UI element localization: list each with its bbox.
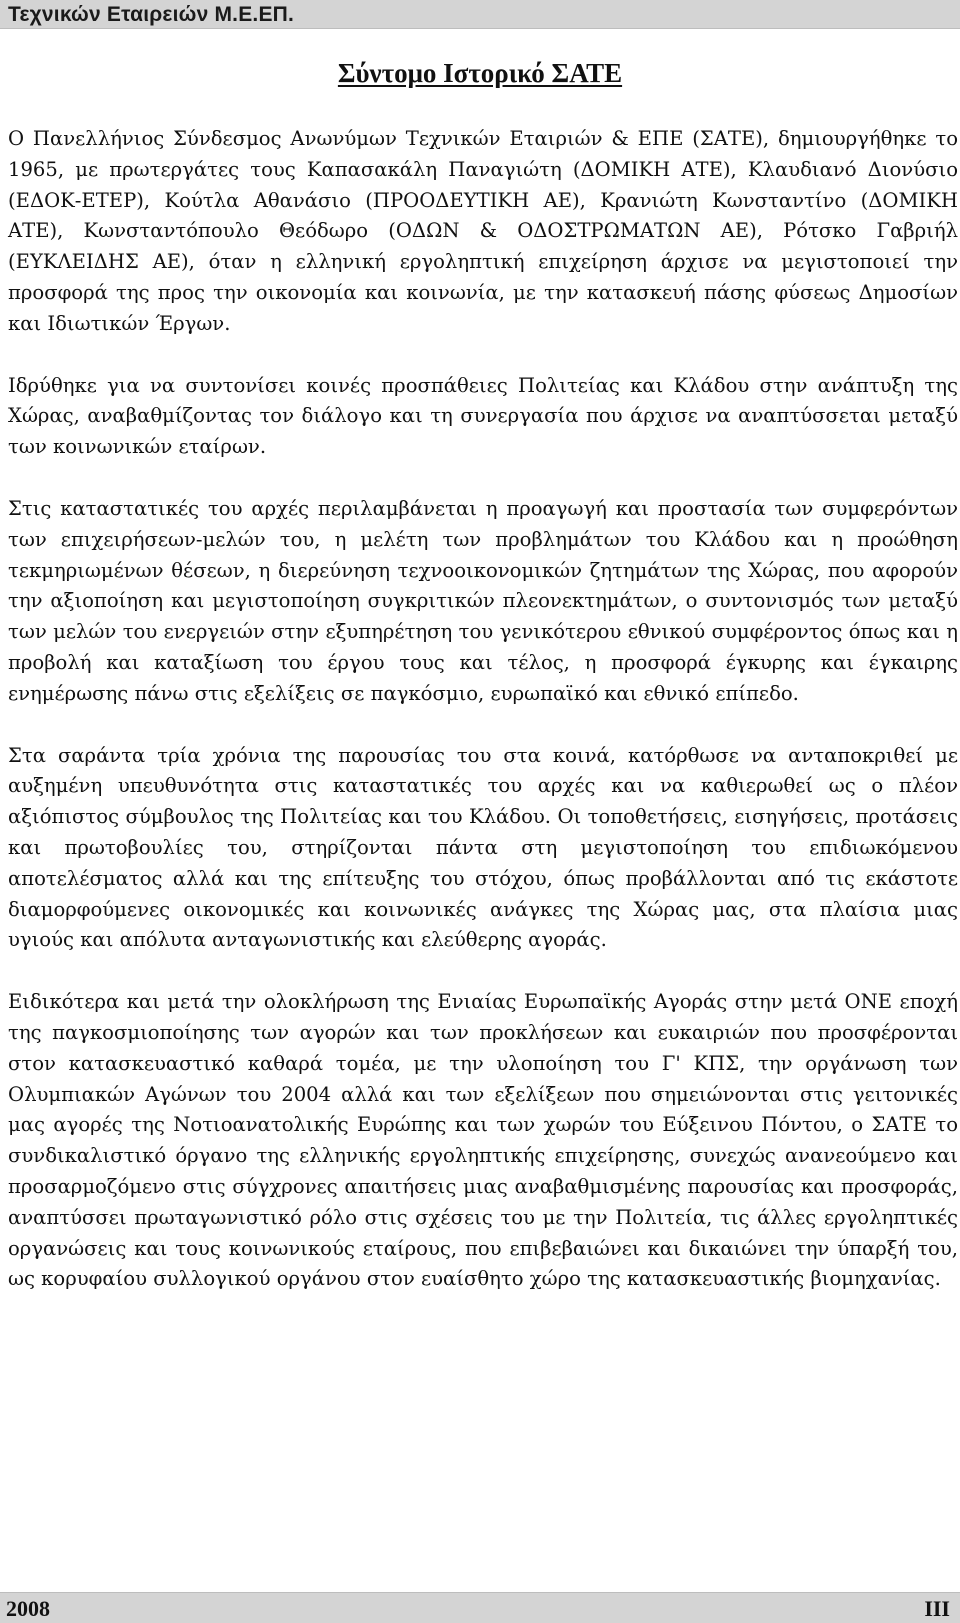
document-body	[8, 124, 958, 1326]
paragraph-4: Στα σαράντα τρία χρόνια της παρουσίας του στα κοινά, κατόρθωσε να ανταποκριθεί με αυξημένη υπευθυνότητα στις καταστατικές του αρχές και να καθιερωθεί ως ο πλέον αξιόπιστος σύμβουλος της Πολιτείας και του Κλάδου. Οι τοποθετήσεις, εισηγήσεις, προτάσεις και πρωτοβουλίες του, στηρίζονται πάντα στη μεγιστοποίηση του επιδιωκόμενου αποτελέσματος αλλά και της επίτευξης του στόχου, όπως προβάλλονται από τις εκάστοτε διαμορφούμενες οικονομικές και κοινωνικές ανάγκες της Χώρας μας, στα πλαίσια μιας υγιούς και απόλυτα ανταγωνιστικής και ελεύθερης αγοράς.	[8, 743, 958, 952]
header-title: Τεχνικών Εταιρειών Μ.Ε.ΕΠ.	[8, 3, 295, 26]
document-title: Σύντομο Ιστορικό ΣΑΤΕ	[337, 58, 623, 88]
paragraph-2: Ιδρύθηκε για να συντονίσει κοινές προσπάθειες Πολιτείας και Κλάδου στην ανάπτυξη της Χώρας, αναβαθμίζοντας τον διάλογο και τη συνεργασία που άρχισε να αναπτύσσεται μεταξύ των κοινωνικών εταίρων.	[8, 373, 958, 459]
page-footer	[0, 1592, 960, 1623]
paragraph-5: Ειδικότερα και μετά την ολοκλήρωση της Ενιαίας Ευρωπαϊκής Αγοράς στην μετά ΟΝΕ εποχή της παγκοσμιοποίησης των αγορών και των προκλήσεων και ευκαιριών που προσφέρονται στον κατασκευαστικό καθαρά τομέα, με την υλοποίηση του Γ' ΚΠΣ, την οργάνωση των Ολυμπιακών Αγώνων του 2004 αλλά και των εξελίξεων που σημειώνονται στις γειτονικές μας αγορές της Νοτιοανατολικής Ευρώπης και των χωρών του Εύξεινου Πόντου, ο ΣΑΤΕ το συνδικαλιστικό όργανο της ελληνικής εργοληπτικής επιχείρησης, συνεχώς ανανεούμενο και προσαρμοζόμενο στις σύγχρονες απαιτήσεις μιας αναβαθμισμένης παρουσίας και προσφοράς, αναπτύσσει πρωταγωνιστικό ρόλο στις σχέσεις του με την Πολιτεία, τις άλλες εργοληπτικές οργανώσεις και τους κοινωνικούς εταίρους, που επιβεβαιώνει και δικαιώνει την ύπαρξή του, ως κορυφαίου συλλογικού οργάνου στον ευαίσθητο χώρο της κατασκευαστικής βιομηχανίας.	[8, 990, 958, 1291]
footer-year: 2008	[6, 1596, 50, 1621]
page-header	[0, 0, 960, 29]
paragraph-1: Ο Πανελλήνιος Σύνδεσμος Ανωνύμων Τεχνικών Εταιριών & ΕΠΕ (ΣΑΤΕ), δημιουργήθηκε το 1965, με πρωτεργάτες τους Καπασακάλη Παναγιώτη (ΔΟΜΙΚΗ ΑΤΕ), Κλαυδιανό Διονύσιο (ΕΔΟΚ-ΕΤΕΡ), Κούτλα Αθανάσιο (ΠΡΟΟΔΕΥΤΙΚΗ ΑΕ), Κρανιώτη Κωνσταντίνο (ΔΟΜΙΚΗ ΑΤΕ), Κωνσταντόπουλο Θεόδωρο (ΟΔΩΝ & ΟΔΟΣΤΡΩΜΑΤΩΝ ΑΕ), Ρότσκο Γαβριήλ (ΕΥΚΛΕΙΔΗΣ ΑΕ), όταν η ελληνική εργοληπτική επιχείρηση άρχισε να μεγιστοποιεί την προσφορά της προς την οικονομία και κοινωνία, με την κατασκευή πάσης φύσεως Δημοσίων και Ιδιωτικών Έργων.	[8, 127, 958, 335]
page-number: III	[924, 1596, 950, 1621]
paragraph-3: Στις καταστατικές του αρχές περιλαμβάνεται η προαγωγή και προστασία των συμφερόντων των επιχειρήσεων-μελών του, η μελέτη των προβλημάτων του Κλάδου και η προώθηση τεκμηριωμένων θέσεων, η διερεύνηση τεχνοοικονομικών ζητημάτων της Χώρας, που αφορούν την αξιοποίηση και μεγιστοποίηση συγκριτικών πλεονεκτημάτων, ο συντονισμός των μεταξύ των μελών του ενεργειών στην εξυπηρέτηση του γενικότερου εθνικού συμφέροντος όπως και η προβολή και καταξίωση του έργου τους και τέλος, η προσφορά έγκυρης και έγκαιρης ενημέρωσης πάνω στις εξελίξεις σε παγκόσμιο, ευρωπαϊκό και εθνικό επίπεδο.	[8, 496, 958, 705]
